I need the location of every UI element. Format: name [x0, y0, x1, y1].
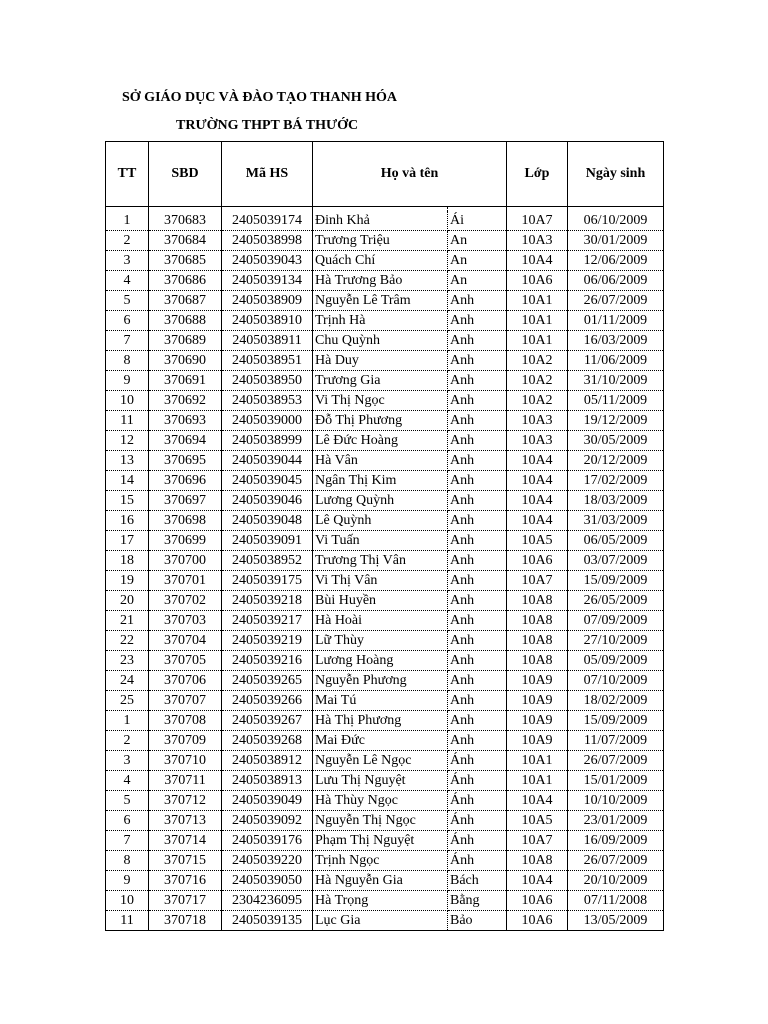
row-lop: 10A6 — [507, 911, 568, 931]
table-row — [106, 231, 664, 251]
row-ngay-sinh: 18/02/2009 — [568, 691, 664, 711]
row-ho: Chu Quỳnh — [313, 331, 448, 351]
row-tt: 5 — [106, 291, 149, 311]
row-lop: 10A9 — [507, 731, 568, 751]
table-row — [106, 471, 664, 491]
row-ngay-sinh: 11/06/2009 — [568, 351, 664, 371]
row-ma-hs: 2405038999 — [222, 431, 313, 451]
row-tt: 16 — [106, 511, 149, 531]
table-row — [106, 671, 664, 691]
row-ho: Quách Chí — [313, 251, 448, 271]
row-ten: Anh — [448, 371, 507, 391]
row-ho: Lữ Thùy — [313, 631, 448, 651]
table-row — [106, 311, 664, 331]
row-ngay-sinh: 27/10/2009 — [568, 631, 664, 651]
row-tt: 9 — [106, 871, 149, 891]
row-sbd: 370695 — [149, 451, 222, 471]
table-row — [106, 391, 664, 411]
table-row — [106, 491, 664, 511]
row-sbd: 370714 — [149, 831, 222, 851]
row-ten: Anh — [448, 351, 507, 371]
row-lop: 10A6 — [507, 891, 568, 911]
row-ngay-sinh: 26/07/2009 — [568, 851, 664, 871]
row-ho: Ngân Thị Kim — [313, 471, 448, 491]
row-tt: 8 — [106, 851, 149, 871]
row-lop: 10A4 — [507, 251, 568, 271]
row-ho: Trịnh Ngọc — [313, 851, 448, 871]
row-sbd: 370691 — [149, 371, 222, 391]
row-sbd: 370700 — [149, 551, 222, 571]
row-tt: 6 — [106, 811, 149, 831]
row-ho: Nguyễn Lê Ngọc — [313, 751, 448, 771]
row-tt: 21 — [106, 611, 149, 631]
table-row — [106, 351, 664, 371]
row-ngay-sinh: 12/06/2009 — [568, 251, 664, 271]
row-ho: Trương Thị Vân — [313, 551, 448, 571]
row-lop: 10A8 — [507, 611, 568, 631]
row-sbd: 370706 — [149, 671, 222, 691]
row-ten: Ánh — [448, 831, 507, 851]
table-row — [106, 811, 664, 831]
row-lop: 10A9 — [507, 711, 568, 731]
row-ma-hs: 2405038910 — [222, 311, 313, 331]
row-ma-hs: 2405039220 — [222, 851, 313, 871]
row-ten: Anh — [448, 551, 507, 571]
row-ma-hs: 2405039043 — [222, 251, 313, 271]
row-lop: 10A4 — [507, 471, 568, 491]
row-ten: Anh — [448, 451, 507, 471]
row-lop: 10A1 — [507, 311, 568, 331]
row-ho: Đỗ Thị Phương — [313, 411, 448, 431]
row-ho: Trịnh Hà — [313, 311, 448, 331]
row-lop: 10A4 — [507, 451, 568, 471]
table-row — [106, 891, 664, 911]
table-row — [106, 211, 664, 231]
table-row — [106, 251, 664, 271]
row-lop: 10A3 — [507, 431, 568, 451]
row-ho: Vi Thị Ngọc — [313, 391, 448, 411]
row-tt: 10 — [106, 891, 149, 911]
row-ngay-sinh: 11/07/2009 — [568, 731, 664, 751]
row-ma-hs: 2405039217 — [222, 611, 313, 631]
row-ten: An — [448, 251, 507, 271]
row-ngay-sinh: 03/07/2009 — [568, 551, 664, 571]
row-ho: Lương Hoàng — [313, 651, 448, 671]
row-ngay-sinh: 10/10/2009 — [568, 791, 664, 811]
row-tt: 23 — [106, 651, 149, 671]
row-ma-hs: 2405039216 — [222, 651, 313, 671]
row-ma-hs: 2405039000 — [222, 411, 313, 431]
table-header — [106, 142, 664, 207]
row-ten: Anh — [448, 511, 507, 531]
row-ho: Nguyễn Thị Ngọc — [313, 811, 448, 831]
row-sbd: 370707 — [149, 691, 222, 711]
row-ten: Ánh — [448, 771, 507, 791]
row-lop: 10A2 — [507, 371, 568, 391]
row-sbd: 370710 — [149, 751, 222, 771]
row-ten: Anh — [448, 331, 507, 351]
row-sbd: 370708 — [149, 711, 222, 731]
row-sbd: 370716 — [149, 871, 222, 891]
row-sbd: 370694 — [149, 431, 222, 451]
row-ngay-sinh: 20/10/2009 — [568, 871, 664, 891]
row-ngay-sinh: 17/02/2009 — [568, 471, 664, 491]
row-tt: 4 — [106, 771, 149, 791]
row-ho: Lê Đức Hoàng — [313, 431, 448, 451]
row-ngay-sinh: 26/07/2009 — [568, 751, 664, 771]
row-ngay-sinh: 31/03/2009 — [568, 511, 664, 531]
table-row — [106, 871, 664, 891]
row-lop: 10A1 — [507, 751, 568, 771]
row-lop: 10A5 — [507, 531, 568, 551]
row-ngay-sinh: 06/05/2009 — [568, 531, 664, 551]
col-tt-header: TT — [106, 142, 149, 207]
row-ten: Anh — [448, 491, 507, 511]
row-ho: Hà Vân — [313, 451, 448, 471]
row-sbd: 370698 — [149, 511, 222, 531]
row-ma-hs: 2405038912 — [222, 751, 313, 771]
row-ho: Lưu Thị Nguyệt — [313, 771, 448, 791]
col-lop-header: Lớp — [507, 142, 568, 207]
row-ma-hs: 2405039050 — [222, 871, 313, 891]
row-ma-hs: 2405038913 — [222, 771, 313, 791]
row-ma-hs: 2405039174 — [222, 211, 313, 231]
row-ngay-sinh: 16/09/2009 — [568, 831, 664, 851]
row-ten: Ánh — [448, 791, 507, 811]
row-sbd: 370718 — [149, 911, 222, 931]
row-tt: 9 — [106, 371, 149, 391]
row-sbd: 370696 — [149, 471, 222, 491]
row-ten: Ánh — [448, 851, 507, 871]
row-lop: 10A4 — [507, 491, 568, 511]
row-ngay-sinh: 19/12/2009 — [568, 411, 664, 431]
row-ma-hs: 2405038951 — [222, 351, 313, 371]
row-sbd: 370683 — [149, 211, 222, 231]
row-lop: 10A9 — [507, 671, 568, 691]
row-ma-hs: 2405039049 — [222, 791, 313, 811]
row-ma-hs: 2405039048 — [222, 511, 313, 531]
table-row — [106, 291, 664, 311]
row-ten: Anh — [448, 731, 507, 751]
row-ngay-sinh: 15/01/2009 — [568, 771, 664, 791]
row-ho: Hà Thị Phương — [313, 711, 448, 731]
row-tt: 24 — [106, 671, 149, 691]
row-ngay-sinh: 30/05/2009 — [568, 431, 664, 451]
row-tt: 17 — [106, 531, 149, 551]
row-sbd: 370699 — [149, 531, 222, 551]
row-sbd: 370697 — [149, 491, 222, 511]
row-tt: 11 — [106, 411, 149, 431]
row-sbd: 370686 — [149, 271, 222, 291]
col-ho-ten-header: Họ và tên — [313, 142, 507, 207]
row-tt: 12 — [106, 431, 149, 451]
row-ngay-sinh: 07/11/2008 — [568, 891, 664, 911]
row-tt: 25 — [106, 691, 149, 711]
row-ma-hs: 2405038909 — [222, 291, 313, 311]
row-ngay-sinh: 05/11/2009 — [568, 391, 664, 411]
row-tt: 7 — [106, 331, 149, 351]
table-row — [106, 751, 664, 771]
row-lop: 10A4 — [507, 791, 568, 811]
table-row — [106, 611, 664, 631]
row-ma-hs: 2405039176 — [222, 831, 313, 851]
row-tt: 14 — [106, 471, 149, 491]
row-ma-hs: 2304236095 — [222, 891, 313, 911]
row-ma-hs: 2405039091 — [222, 531, 313, 551]
row-ten: Anh — [448, 691, 507, 711]
table-row — [106, 371, 664, 391]
table-row — [106, 851, 664, 871]
row-ngay-sinh: 30/01/2009 — [568, 231, 664, 251]
row-ma-hs: 2405038950 — [222, 371, 313, 391]
row-ho: Hà Nguyễn Gia — [313, 871, 448, 891]
row-ten: Anh — [448, 711, 507, 731]
row-ten: Anh — [448, 571, 507, 591]
student-table — [105, 141, 664, 931]
row-ho: Hà Thùy Ngọc — [313, 791, 448, 811]
row-sbd: 370715 — [149, 851, 222, 871]
row-tt: 1 — [106, 211, 149, 231]
table-row — [106, 631, 664, 651]
row-ten: An — [448, 271, 507, 291]
row-sbd: 370693 — [149, 411, 222, 431]
table-row — [106, 911, 664, 931]
row-lop: 10A8 — [507, 851, 568, 871]
row-ho: Hà Trương Bảo — [313, 271, 448, 291]
table-row — [106, 451, 664, 471]
row-sbd: 370711 — [149, 771, 222, 791]
row-lop: 10A1 — [507, 291, 568, 311]
row-lop: 10A2 — [507, 351, 568, 371]
row-tt: 8 — [106, 351, 149, 371]
row-sbd: 370717 — [149, 891, 222, 911]
row-ten: Anh — [448, 311, 507, 331]
row-tt: 15 — [106, 491, 149, 511]
table-row — [106, 591, 664, 611]
row-sbd: 370702 — [149, 591, 222, 611]
row-tt: 5 — [106, 791, 149, 811]
row-ma-hs: 2405039218 — [222, 591, 313, 611]
row-ngay-sinh: 06/06/2009 — [568, 271, 664, 291]
row-ten: Anh — [448, 391, 507, 411]
row-ma-hs: 2405039044 — [222, 451, 313, 471]
row-tt: 3 — [106, 251, 149, 271]
row-lop: 10A1 — [507, 771, 568, 791]
row-ho: Hà Hoài — [313, 611, 448, 631]
row-ngay-sinh: 31/10/2009 — [568, 371, 664, 391]
row-ten: Anh — [448, 651, 507, 671]
row-ma-hs: 2405039219 — [222, 631, 313, 651]
row-ten: Anh — [448, 531, 507, 551]
row-ten: Bảo — [448, 911, 507, 931]
table-row — [106, 271, 664, 291]
row-lop: 10A3 — [507, 231, 568, 251]
table-row — [106, 511, 664, 531]
row-ngay-sinh: 06/10/2009 — [568, 211, 664, 231]
row-ma-hs: 2405039175 — [222, 571, 313, 591]
row-lop: 10A4 — [507, 511, 568, 531]
row-tt: 2 — [106, 231, 149, 251]
table-row — [106, 331, 664, 351]
row-lop: 10A6 — [507, 271, 568, 291]
row-tt: 4 — [106, 271, 149, 291]
row-ma-hs: 2405038952 — [222, 551, 313, 571]
row-ho: Nguyễn Phương — [313, 671, 448, 691]
row-sbd: 370704 — [149, 631, 222, 651]
row-sbd: 370712 — [149, 791, 222, 811]
row-ten: Anh — [448, 431, 507, 451]
row-ho: Mai Tú — [313, 691, 448, 711]
row-sbd: 370690 — [149, 351, 222, 371]
row-sbd: 370689 — [149, 331, 222, 351]
row-ma-hs: 2405039135 — [222, 911, 313, 931]
row-tt: 10 — [106, 391, 149, 411]
row-sbd: 370701 — [149, 571, 222, 591]
row-ma-hs: 2405039092 — [222, 811, 313, 831]
row-sbd: 370705 — [149, 651, 222, 671]
row-sbd: 370713 — [149, 811, 222, 831]
table-row — [106, 571, 664, 591]
row-ngay-sinh: 05/09/2009 — [568, 651, 664, 671]
row-ma-hs: 2405039267 — [222, 711, 313, 731]
table-row — [106, 731, 664, 751]
row-lop: 10A7 — [507, 211, 568, 231]
row-ho: Vi Thị Vân — [313, 571, 448, 591]
row-sbd: 370685 — [149, 251, 222, 271]
row-lop: 10A5 — [507, 811, 568, 831]
row-ma-hs: 2405039266 — [222, 691, 313, 711]
row-ho: Trương Gia — [313, 371, 448, 391]
row-ma-hs: 2405039046 — [222, 491, 313, 511]
row-ma-hs: 2405039268 — [222, 731, 313, 751]
row-ten: Anh — [448, 631, 507, 651]
row-tt: 13 — [106, 451, 149, 471]
row-ho: Trương Triệu — [313, 231, 448, 251]
school-title: TRƯỜNG THPT BÁ THƯỚC — [176, 118, 359, 133]
row-tt: 3 — [106, 751, 149, 771]
row-ten: Bằng — [448, 891, 507, 911]
row-ten: Anh — [448, 671, 507, 691]
col-ma-hs-header: Mã HS — [222, 142, 313, 207]
row-sbd: 370709 — [149, 731, 222, 751]
row-ngay-sinh: 16/03/2009 — [568, 331, 664, 351]
row-ten: Ái — [448, 211, 507, 231]
row-ho: Đinh Khả — [313, 211, 448, 231]
row-tt: 7 — [106, 831, 149, 851]
row-lop: 10A4 — [507, 871, 568, 891]
table-row — [106, 711, 664, 731]
row-ten: An — [448, 231, 507, 251]
row-ho: Phạm Thị Nguyệt — [313, 831, 448, 851]
row-ho: Vi Tuấn — [313, 531, 448, 551]
row-ngay-sinh: 13/05/2009 — [568, 911, 664, 931]
row-ten: Ánh — [448, 811, 507, 831]
row-ho: Nguyễn Lê Trâm — [313, 291, 448, 311]
row-ma-hs: 2405038953 — [222, 391, 313, 411]
row-ho: Mai Đức — [313, 731, 448, 751]
row-ngay-sinh: 07/09/2009 — [568, 611, 664, 631]
row-ho: Lục Gia — [313, 911, 448, 931]
row-ma-hs: 2405039045 — [222, 471, 313, 491]
row-ten: Anh — [448, 611, 507, 631]
row-ngay-sinh: 18/03/2009 — [568, 491, 664, 511]
row-lop: 10A7 — [507, 831, 568, 851]
row-lop: 10A1 — [507, 331, 568, 351]
row-sbd: 370692 — [149, 391, 222, 411]
table-row — [106, 691, 664, 711]
row-ho: Hà Trọng — [313, 891, 448, 911]
table-row — [106, 651, 664, 671]
row-sbd: 370687 — [149, 291, 222, 311]
row-ho: Hà Duy — [313, 351, 448, 371]
row-ho: Bùi Huyền — [313, 591, 448, 611]
row-ngay-sinh: 23/01/2009 — [568, 811, 664, 831]
table-row — [106, 431, 664, 451]
row-tt: 6 — [106, 311, 149, 331]
row-ma-hs: 2405039134 — [222, 271, 313, 291]
row-lop: 10A2 — [507, 391, 568, 411]
row-lop: 10A8 — [507, 651, 568, 671]
row-tt: 1 — [106, 711, 149, 731]
col-sbd-header: SBD — [149, 142, 222, 207]
row-ngay-sinh: 26/05/2009 — [568, 591, 664, 611]
table-row — [106, 411, 664, 431]
row-ho: Lương Quỳnh — [313, 491, 448, 511]
row-ngay-sinh: 20/12/2009 — [568, 451, 664, 471]
row-sbd: 370688 — [149, 311, 222, 331]
row-ma-hs: 2405038911 — [222, 331, 313, 351]
table-row — [106, 531, 664, 551]
row-ngay-sinh: 01/11/2009 — [568, 311, 664, 331]
row-tt: 18 — [106, 551, 149, 571]
row-lop: 10A9 — [507, 691, 568, 711]
row-ten: Anh — [448, 411, 507, 431]
row-lop: 10A7 — [507, 571, 568, 591]
row-ma-hs: 2405038998 — [222, 231, 313, 251]
row-ten: Anh — [448, 291, 507, 311]
row-lop: 10A8 — [507, 591, 568, 611]
table-row — [106, 771, 664, 791]
col-ngay-sinh-header: Ngày sinh — [568, 142, 664, 207]
row-ten: Anh — [448, 591, 507, 611]
row-ten: Bách — [448, 871, 507, 891]
row-lop: 10A8 — [507, 631, 568, 651]
row-lop: 10A6 — [507, 551, 568, 571]
table-row — [106, 831, 664, 851]
row-ten: Anh — [448, 471, 507, 491]
table-row — [106, 551, 664, 571]
table-row — [106, 791, 664, 811]
row-ngay-sinh: 26/07/2009 — [568, 291, 664, 311]
row-ngay-sinh: 07/10/2009 — [568, 671, 664, 691]
row-tt: 22 — [106, 631, 149, 651]
row-sbd: 370703 — [149, 611, 222, 631]
row-tt: 2 — [106, 731, 149, 751]
department-title: SỞ GIÁO DỤC VÀ ĐÀO TẠO THANH HÓA — [122, 90, 397, 105]
row-lop: 10A3 — [507, 411, 568, 431]
row-ngay-sinh: 15/09/2009 — [568, 571, 664, 591]
row-ho: Lê Quỳnh — [313, 511, 448, 531]
row-ma-hs: 2405039265 — [222, 671, 313, 691]
row-tt: 19 — [106, 571, 149, 591]
row-ngay-sinh: 15/09/2009 — [568, 711, 664, 731]
row-ten: Ánh — [448, 751, 507, 771]
row-tt: 20 — [106, 591, 149, 611]
row-tt: 11 — [106, 911, 149, 931]
row-sbd: 370684 — [149, 231, 222, 251]
